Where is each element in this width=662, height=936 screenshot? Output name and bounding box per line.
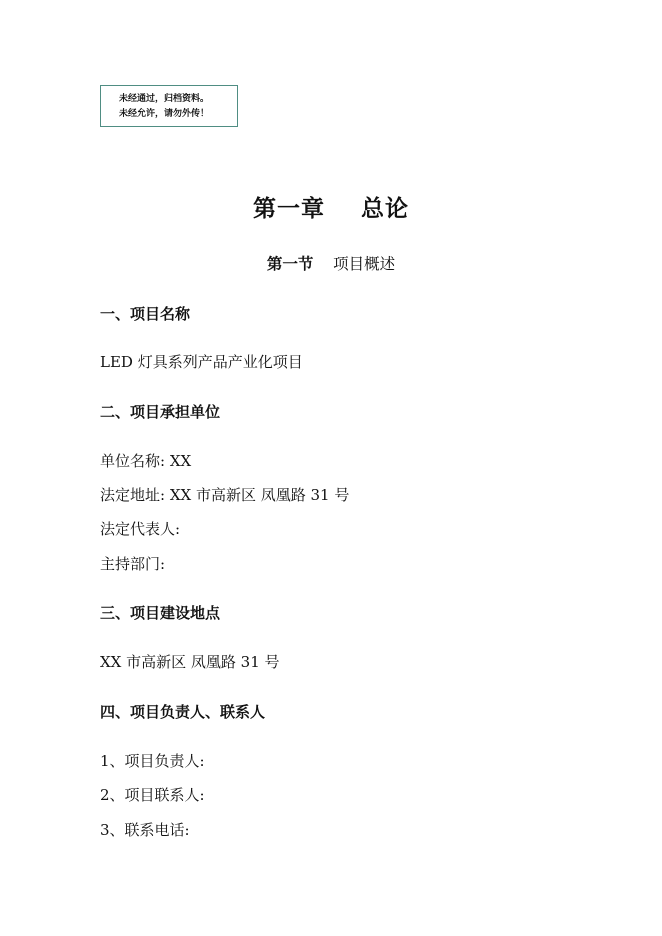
section-name: 项目概述 (333, 255, 396, 273)
stamp-line-2: 未经允许，请勿外传！ (119, 109, 210, 119)
heading-project-name: 一、项目名称 (100, 305, 191, 323)
heading-responsible-unit: 二、项目承担单位 (100, 403, 221, 421)
chapter-title: 第一章 总论 (252, 195, 410, 222)
stamp-line-1: 未经通过，归档资料。 (119, 94, 210, 104)
construction-site-value: XX 市高新区 凤凰路 31 号 (100, 653, 280, 671)
heading-project-contacts: 四、项目负责人、联系人 (100, 703, 266, 721)
project-contact-line: 2、项目联系人: (100, 786, 205, 804)
legal-address-line: 法定地址: XX 市高新区 凤凰路 31 号 (100, 486, 350, 504)
section-title (0, 252, 662, 274)
host-department-line: 主持部门: (100, 555, 166, 573)
confidential-stamp (100, 85, 238, 127)
project-name-value: LED 灯具系列产品产业化项目 (100, 353, 303, 371)
section-number: 第一节 (266, 254, 314, 273)
project-leader-line: 1、项目负责人: (100, 752, 205, 770)
unit-name-line: 单位名称: XX (100, 452, 192, 470)
legal-representative-line: 法定代表人: (100, 520, 181, 538)
contact-phone-line: 3、联系电话: (100, 821, 190, 839)
heading-construction-site: 三、项目建设地点 (100, 604, 221, 622)
